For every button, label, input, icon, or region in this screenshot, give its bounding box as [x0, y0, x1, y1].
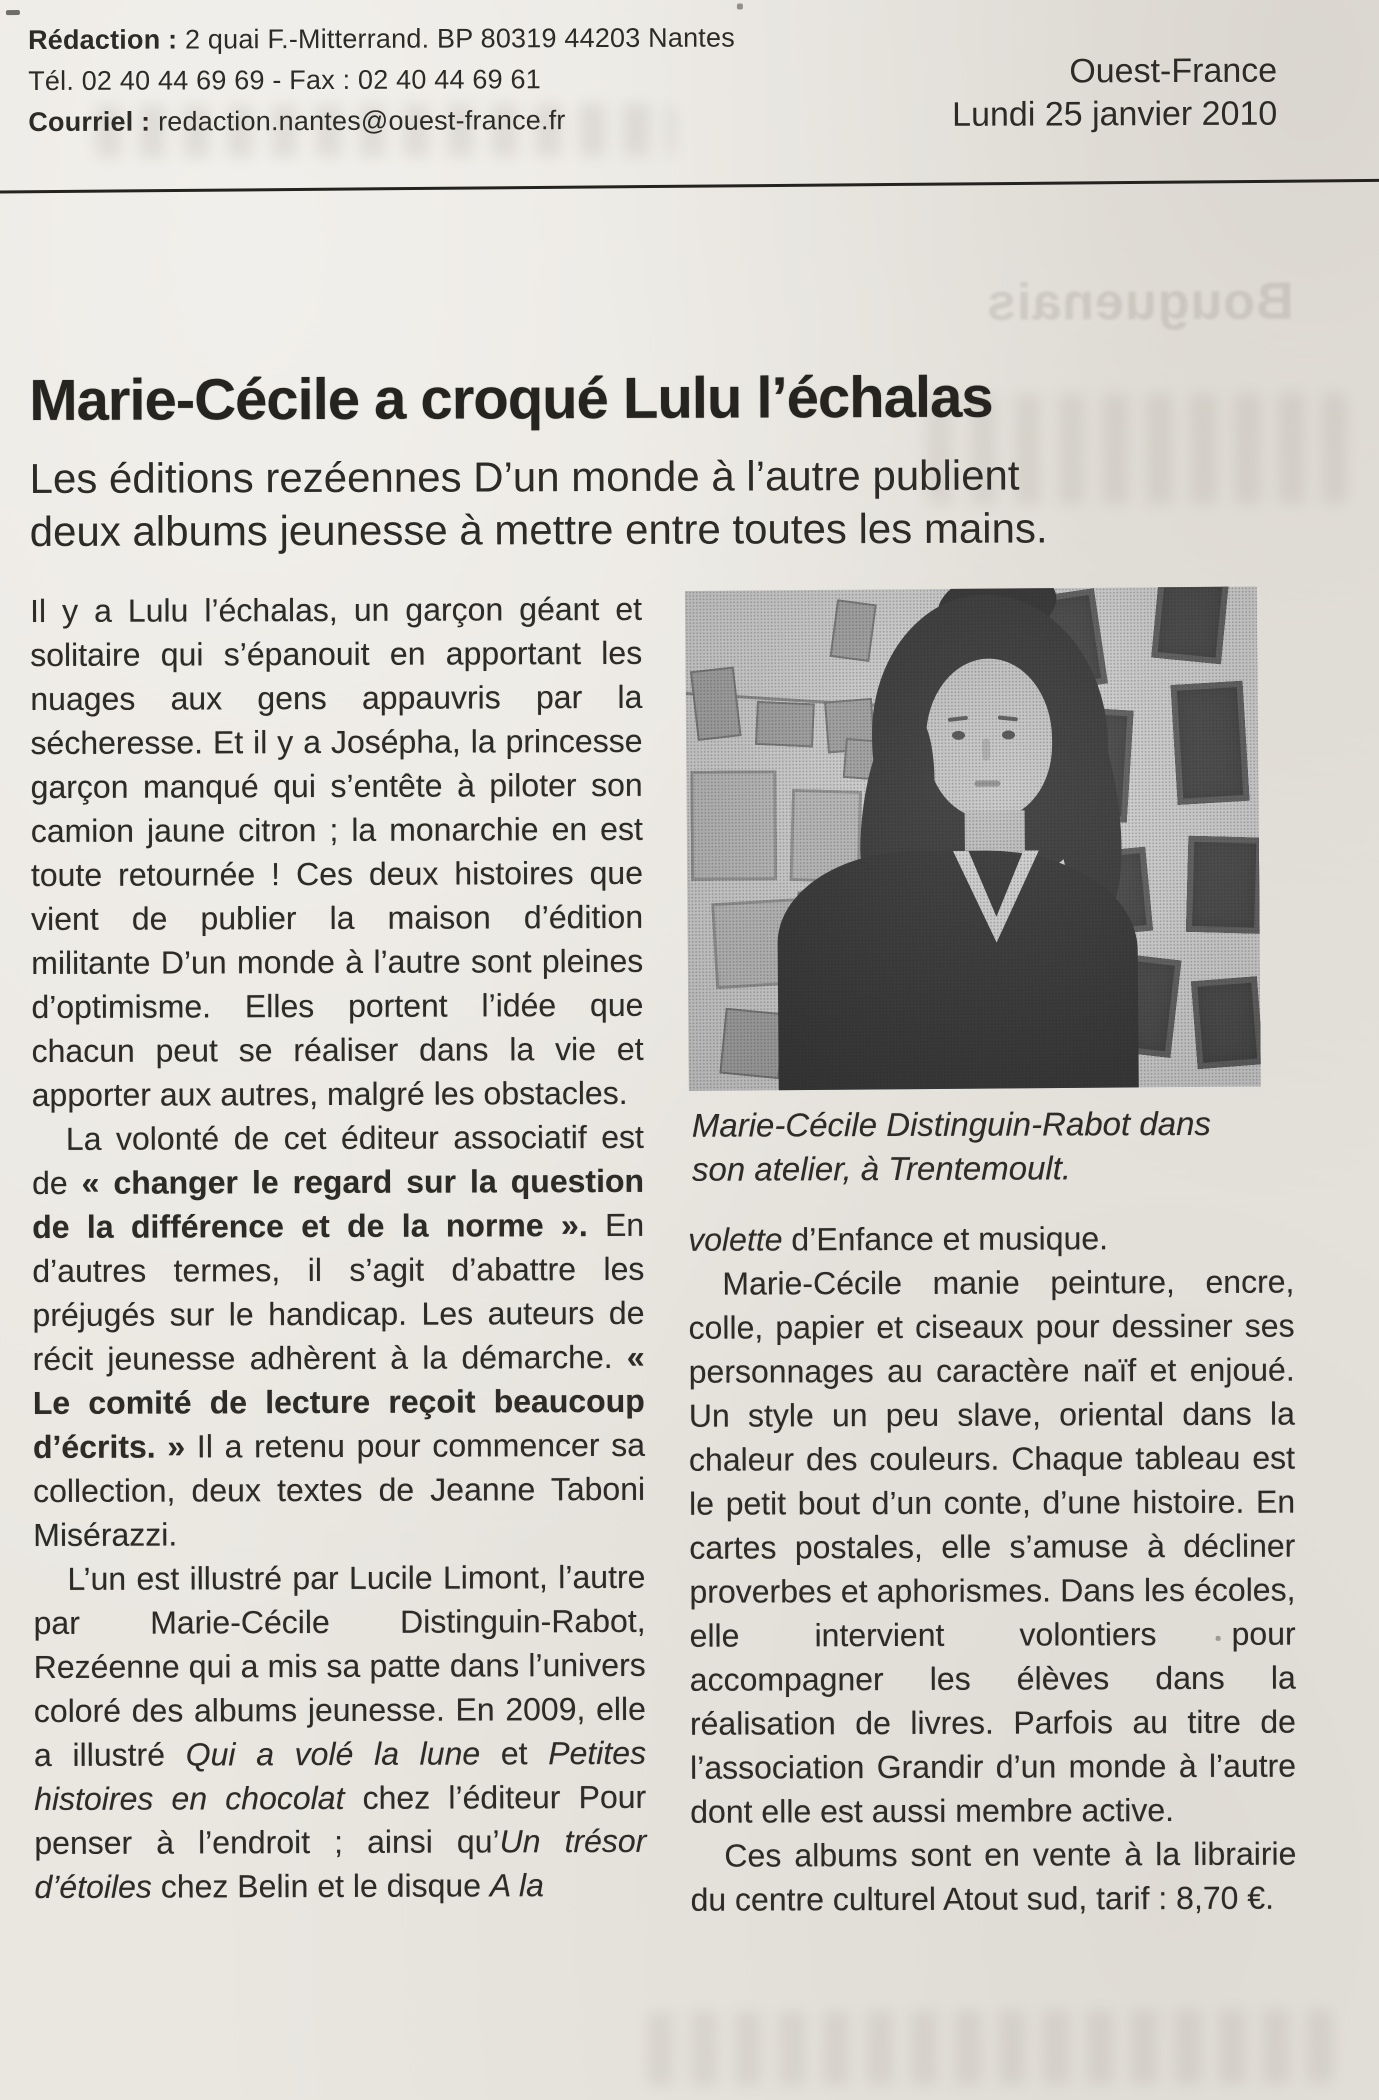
issue-date: Lundi 25 janvier 2010 [952, 94, 1278, 134]
article-paragraph [32, 1115, 646, 1557]
paragraph-segment: « Le comité de lecture reçoit beaucoup d’écrits. » [32, 1338, 645, 1465]
article-paragraph [690, 1832, 1296, 1922]
halftone-photo [685, 586, 1261, 1090]
edition-block [952, 50, 1277, 137]
paragraph-segment: En d’autres termes, il s’agit d’abattre les préjugés sur le handicap. Les auteurs de récit jeunesse adhèrent à la démarche. [32, 1206, 645, 1377]
paragraph-segment: chez Belin et le disque [151, 1867, 490, 1905]
redaction-address: 2 quai F.-Mitterrand. BP 80319 44203 Nantes [177, 22, 735, 55]
email-line [28, 100, 735, 143]
phone-fax-line: Tél. 02 40 44 69 69 - Fax : 02 40 44 69 61 [28, 64, 541, 97]
article-paragraph [688, 1260, 1296, 1834]
redaction-block [28, 18, 735, 143]
article-paragraph [30, 587, 644, 1117]
paper-name: Ouest-France [1069, 51, 1278, 91]
paragraph-segment: Il a retenu pour commencer sa collection, deux textes de Jeanne Taboni Misérazzi. [33, 1426, 646, 1553]
article-paragraph [33, 1555, 646, 1909]
paragraph-segment: et [480, 1735, 549, 1772]
photo-caption: Marie-Cécile Distinguin-Rabot dans son atelier, à Trentemoult. [691, 1104, 1211, 1188]
subtitle-line-1: Les éditions rezéennes D’un monde à l’autre publient [29, 451, 1020, 503]
paragraph-segment: La volonté de cet éditeur associatif est de [31, 1118, 644, 1201]
paragraph-segment: Qui a volé la lune [185, 1735, 481, 1773]
paragraph-segment: d’Enfance et musique. [782, 1220, 1109, 1258]
paragraph-segment: chez l’éditeur Pour penser à l’endroit ; ainsi qu’ [34, 1778, 647, 1861]
article-figure [686, 588, 1294, 1192]
halftone-overlay [685, 586, 1261, 1090]
paragraph-segment: Marie-Cécile manie peinture, encre, colle, papier et ciseaux pour dessiner ses personnages au caractère naïf et enjoué. Un style un peu slave, oriental dans la chaleur des couleurs. Chaque tableau est le petit bout d’un conte, d’une histoire. En cartes postales, elle s’amuse à décliner proverbes et aphorismes. Dans les écoles, elle intervient volontiers pour accompagner les élèves dans la réalisation de livres. Parfois au titre de l’association Grandir d’un monde à l’autre dont elle est aussi membre active. [688, 1263, 1297, 1830]
paragraph-segment: Ces albums sont en vente à la librairie du centre culturel Atout sud, tarif : 8,70 €. [690, 1835, 1297, 1918]
article-column-right-text [688, 1216, 1296, 1922]
article-headline: Marie-Cécile a croqué Lulu l’échalas [29, 364, 993, 434]
paragraph-segment: Un trésor d’étoiles [34, 1822, 647, 1905]
redaction-address-line [28, 18, 735, 61]
article-column-left [30, 587, 647, 1909]
paragraph-segment: L’un est illustré par Lucile Limont, l’autre par Marie-Cécile Distinguin-Rabot, Rezéenne qui a mis sa patte dans l’univers coloré des albums jeunesse. En 2009, elle a illustré [33, 1558, 646, 1773]
redaction-label: Rédaction : [27, 24, 178, 56]
courriel-address: redaction.nantes@ouest-france.fr [150, 105, 566, 137]
scan-speck [737, 4, 743, 10]
article-paragraph [688, 1216, 1294, 1262]
paragraph-segment: « changer le regard sur la question de la différence et de la norme ». [32, 1162, 645, 1245]
bleed-through-ghost [647, 2009, 1337, 2085]
article-subtitle [29, 448, 1189, 558]
bleed-through-ghost-word: Bouguenais [985, 272, 1294, 332]
paragraph-segment: A la [489, 1867, 544, 1904]
paragraph-segment: Il y a Lulu l’échalas, un garçon géant et solitaire qui s’épanouit en apportant les nuages aux gens appauvris par la sécheresse. Et il y a Josépha, la princesse garçon manqué qui s’entête à piloter son camion jaune citron ; la monarchie en est toute retournée ! Ces deux histoires que vient de publier la maison d’édition militante D’un monde à l’autre sont pleines d’optimisme. Elles portent l’idée que chacun peut se réaliser dans la vie et apporter aux autres, malgré les obstacles. [29, 590, 644, 1114]
masthead-divider-rule [0, 179, 1379, 194]
paragraph-segment: volette [688, 1221, 783, 1258]
courriel-label: Courriel : [28, 106, 151, 138]
scan-speck [1216, 1636, 1221, 1641]
article-column-right [686, 588, 1297, 1922]
subtitle-line-2: deux albums jeunesse à mettre entre toutes les mains. [29, 504, 1048, 556]
scan-speck [6, 10, 20, 15]
paragraph-segment: Petites histoires en chocolat [34, 1734, 647, 1817]
